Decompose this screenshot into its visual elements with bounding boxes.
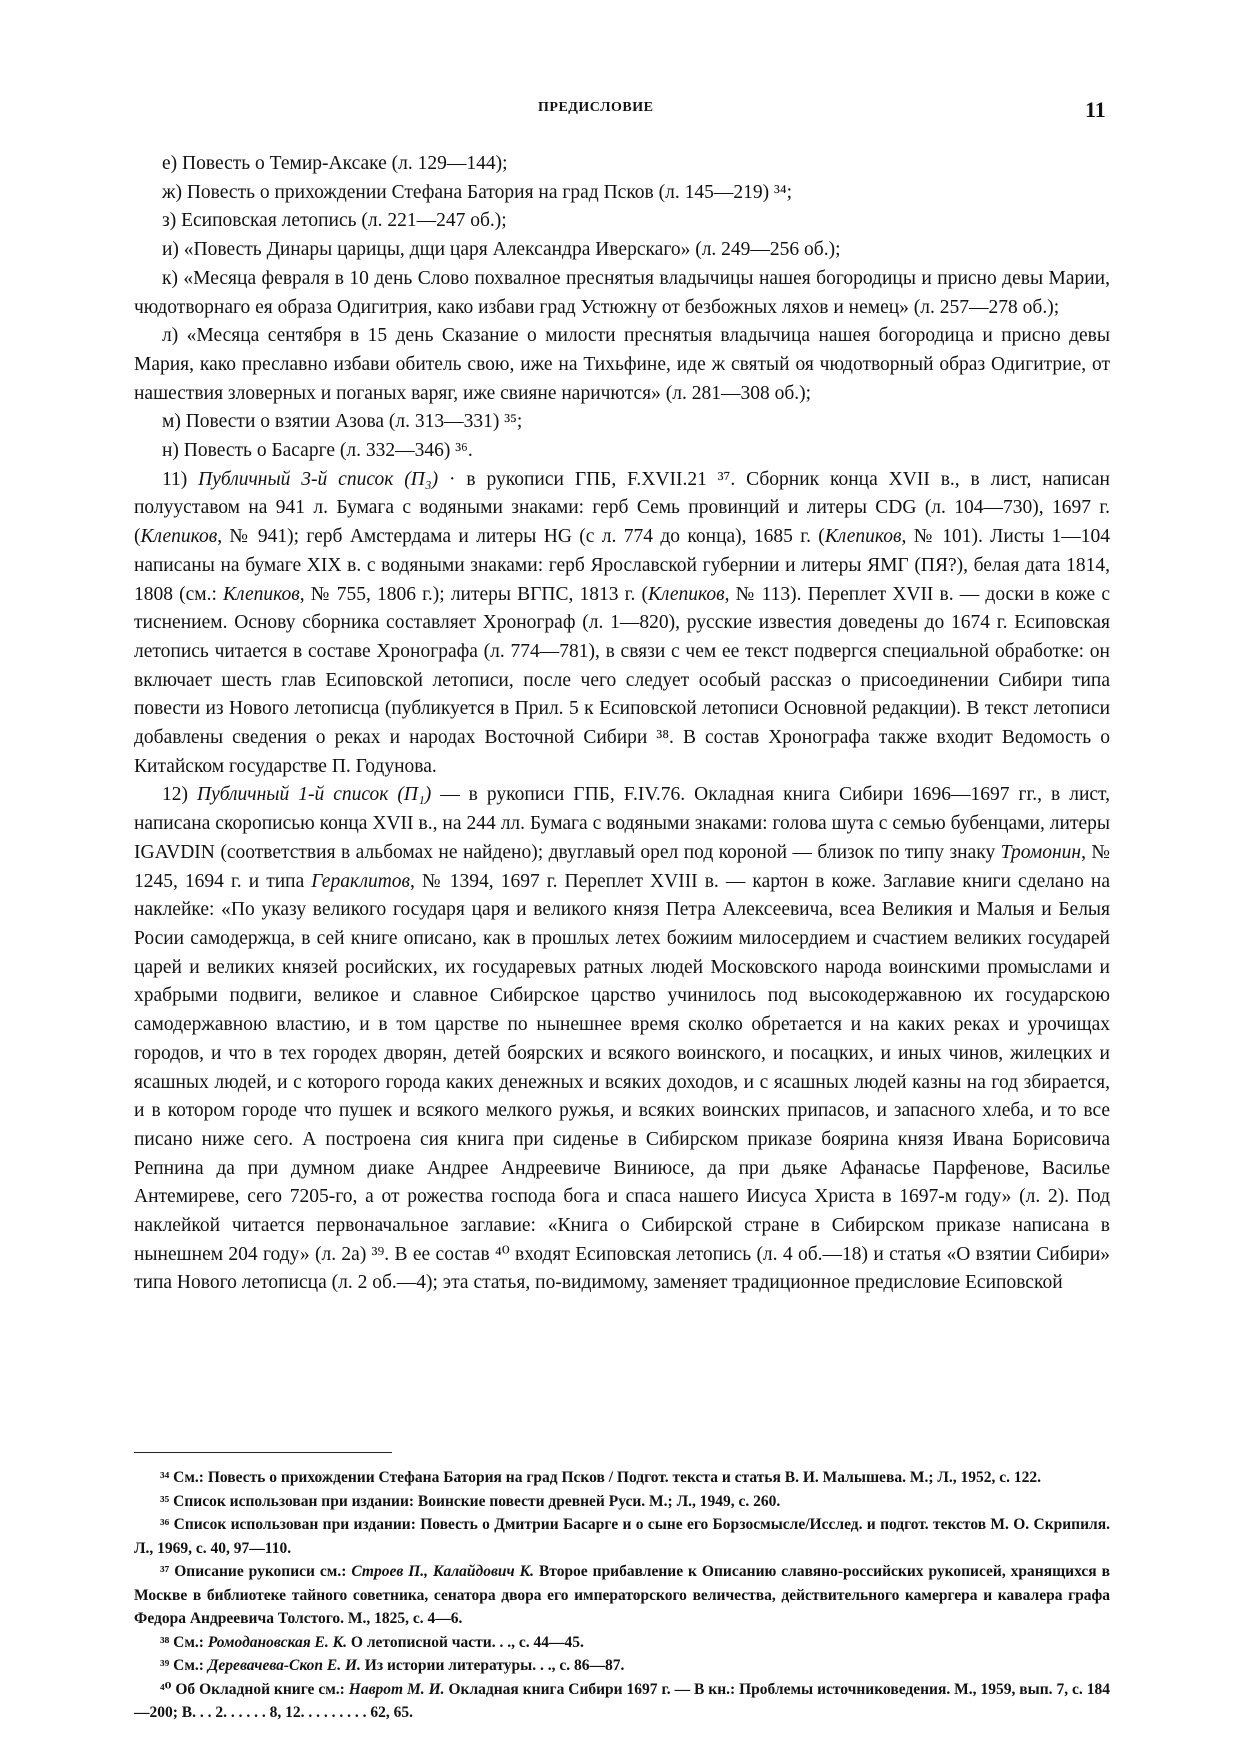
item12-text-2: , № 1245, 1694 г. и типа — [134, 841, 1110, 892]
item12-text: — в рукописи ГПБ, F.IV.76. Окладная книга Сибири 1696—1697 гг., в лист, написана скорописью конца XVII в., на 244 лл. Бумага с водяными знаками: голова шута с семью бубенцами, литеры IGAVDIN (соответствия в альбомах не найдено); двуглавый орел под короной — близок по типу знаку — [134, 784, 1110, 863]
footnote-38-lead: ³⁸ См.: — [160, 1633, 208, 1651]
item11-title: Публичный 3-й список (П₃) — [198, 468, 439, 490]
footnote-40-text: Окладная книга Сибири 1697 г. — В кн.: Проблемы источниковедения. М., 1959, вып. 7, с. 184—200; В. . . 2. . . . . . 8, 12. . . . . . . . . 62, 65. — [134, 1680, 1110, 1721]
item11-source-1: Клепиков — [140, 526, 218, 548]
footnote-37-text: Второе прибавление к Описанию славяно-российских рукописей, хранящихся в Москве в библиотеке тайного советника, сенатора двора его императорского величества, действительного камергера и кавалера графа Федора Андреевича Толстого. М., 1825, с. 4—6. — [134, 1563, 1110, 1627]
item12-source-1: Тромонин — [1000, 841, 1082, 863]
footnote-40-authors: Наврот М. И. — [348, 1680, 445, 1698]
paragraph-item-12 — [134, 781, 1110, 1298]
list-item-e: е) Повесть о Темир-Аксаке (л. 129—144); — [162, 153, 508, 174]
item11-source-2: Клепиков — [824, 526, 902, 548]
footnote-38 — [134, 1631, 1110, 1655]
item11-text: · в рукописи ГПБ, F.XVII.21 ³⁷. Сборник конца XVII в., в лист, написан полууставом на 941 л. Бумага с водяными знаками: герб Семь провинций и литеры CDG (л. 104—730), 1697 г. ( — [134, 468, 1110, 548]
item11-text-3: , № 101). Листы 1—104 написаны на бумаге XIX в. с водяными знаками: герб Ярославской губернии и литеры ЯМГ (ПЯ?), белая дата 1814, 1808 (см.: — [134, 526, 1110, 605]
item11-lead: 11) — [162, 468, 199, 490]
footnote-37-lead: ³⁷ Описание рукописи см.: — [160, 1563, 352, 1580]
list-item-i: и) «Повесть Динары царицы, дщи царя Александра Иверскаго» (л. 249—256 об.); — [162, 239, 841, 261]
page-number: 11 — [1085, 97, 1106, 122]
list-item-l: л) «Месяца сентября в 15 день Сказание о милости преснятыя владычица нашея богородица и присно девы Мария, како преславно избави обитель свою, иже на Тихьфине, иде ж святый оя чюдотворный образ Одигитрие, от нашествия зловерных и поганых варяг, иже свияне наричются» (л. 281—308 об.); — [134, 325, 1110, 404]
main-text — [134, 150, 1110, 1298]
item11-text-4: , № 755, 1806 г.); литеры ВГПС, 1813 г. ( — [299, 583, 648, 605]
footnote-39 — [134, 1654, 1110, 1678]
footnote-39-text: Из истории литературы. . ., с. 86—87. — [360, 1657, 625, 1674]
item12-lead: 12) — [162, 784, 197, 806]
list-item-n: н) Повесть о Басарге (л. 332—346) ³⁶. — [162, 440, 473, 462]
footnote-37-authors: Строев П., Калайдович К. — [351, 1563, 534, 1580]
footnote-39-lead: ³⁹ См.: — [160, 1657, 208, 1674]
paragraph-item-11 — [134, 466, 1110, 782]
footnote-divider — [134, 1452, 392, 1453]
footnote-39-authors: Деревачева-Скоп Е. И. — [207, 1657, 361, 1674]
footnote-38-text: О летописной части. . ., с. 44—45. — [347, 1633, 584, 1651]
item11-text-2: , № 941); герб Амстердама и литеры HG (с л. 774 до конца), 1685 г. ( — [217, 526, 825, 548]
footnote-40 — [134, 1678, 1110, 1725]
list-item-k: к) «Месяца февраля в 10 день Слово похвалное преснятыя владычицы нашея богородицы и присно девы Марии, чюдотворнаго ея образа Одигитрия, како избави град Устюжну от безбожных ляхов и немец» (л. 257—278 об.); — [134, 267, 1110, 318]
footnote-37 — [134, 1560, 1110, 1631]
running-title: ПРЕДИСЛОВИЕ — [538, 100, 654, 115]
item11-text-5: , № 113). Переплет XVII в. — доски в коже с тиснением. Основу сборника составляет Хронограф (л. 1—820), русские известия доведены до 1674 г. Есиповская летопись читается в составе Хронографа (л. 774—781), в связи с чем ее текст подвергся специальной обработке: он включает шесть глав Есиповской летописи, после чего следует особый рассказ о присоединении Сибири типа повести из Нового летописца (публикуется в Прил. 5 к Есиповской летописи Основной редакции). В текст летописи добавлены сведения о реках и народах Восточной Сибири ³⁸. В состав Хронографа также входит Ведомость о Китайском государстве П. Годунова. — [134, 583, 1110, 777]
footnote-35: ³⁵ Список использован при издании: Воинские повести древней Руси. М.; Л., 1949, с. 260. — [160, 1492, 781, 1510]
footnote-38-authors: Ромодановская Е. К. — [207, 1633, 348, 1651]
item12-text-3: , № 1394, 1697 г. Переплет XVIII в. — картон в коже. Заглавие книги сделано на наклейке: «По указу великого государя царя и великого князя Петра Алексеевича, всеа Великия и Малыя и Белыя Росии самодержца, в сей книге описано, как в прошлых летех божиим милосердием и счастием великих государей царей и великих князей росийских, их государевых ратных людей Московского народа воинскими промыслами и храбрыми подвиги, великое и славное Сибирское царство учинилось под высокодержавною их государскою самодержавною властию, и в том царстве по нынешнее время сколко обретается и на каких реках и урочищах городов, и что в тех городех дворян, детей боярских и всякого воинского, и посацких, и иных чинов, жилецких и ясашных людей, и с которого города каких денежных и всяких доходов, и с ясашных людей казны на год збирается, и в котором городе что пушек и всякого мелкого ружья, и всяких воинских припасов, и запасного хлеба, и то все писано ниже сего. А построена сия книга при сиденье в Сибирском приказе боярина князя Ивана Борисовича Репнина да при думном диаке Андрее Андреевиче Виниюсе, да при дьяке Афанасье Парфенове, Василье Антемиреве, сего 7205-го, а от рожества господа бога и спаса нашего Иисуса Христа в 1697-м году» (л. 2). Под наклейкой читается первоначальное заглавие: «Книга о Сибирской стране в Сибирском приказе написана в нынешнем 204 году» (л. 2а) ³⁹. В ее состав ⁴⁰ входят Есиповская летопись (л. 4 об.—18) и статья «О взятии Сибири» типа Нового летописца (л. 2 об.—4); эта статья, по-видимому, заменяет традиционное предисловие Есиповской — [134, 870, 1110, 1294]
list-item-z: з) Есиповская летопись (л. 221—247 об.); — [162, 210, 507, 232]
item12-title: Публичный 1-й список (П₁) — [196, 784, 432, 806]
item11-source-4: Клепиков — [647, 583, 725, 605]
footnote-40-lead: ⁴⁰ Об Окладной книге см.: — [160, 1680, 349, 1698]
item12-source-2: Гераклитов — [311, 870, 411, 892]
footnote-34: ³⁴ См.: Повесть о прихождении Стефана Батория на град Псков / Подгот. текста и статья В. И. Малышева. М.; Л., 1952, с. 122. — [160, 1469, 1042, 1486]
footnote-36: ³⁶ Список использован при издании: Повесть о Дмитрии Басарге и о сыне его Борзосмысле/Исслед. и подгот. текстов М. О. Скрипиля. Л., 1969, с. 40, 97—110. — [134, 1516, 1110, 1557]
footnotes — [134, 1466, 1110, 1725]
item11-source-3: Клепиков — [223, 583, 300, 605]
list-item-m: м) Повести о взятии Азова (л. 313—331) ³⁵; — [162, 411, 523, 433]
list-item-zh: ж) Повесть о прихождении Стефана Батория на град Псков (л. 145—219) ³⁴; — [162, 181, 793, 203]
